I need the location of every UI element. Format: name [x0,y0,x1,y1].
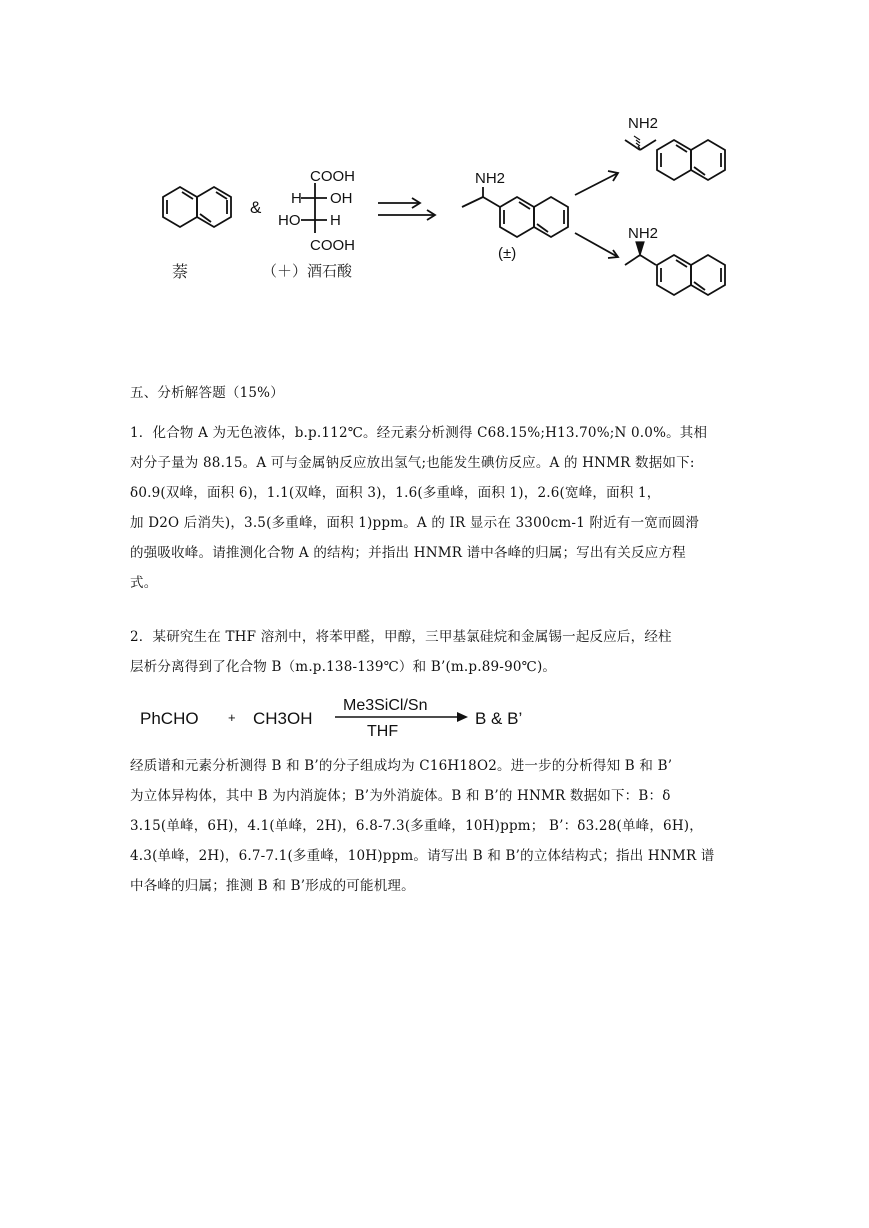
reagent-bottom: THF [367,723,399,740]
tartaric-acid-structure [301,183,327,233]
resolution-scheme-figure [150,105,750,315]
tartaric-row2-left: HO [278,212,301,229]
q2-line: 2．某研究生在 THF 溶剂中，将苯甲醛，甲醇，三甲基氯硅烷和金属锡一起反应后，经柱 [130,629,672,645]
section-heading [130,378,735,408]
q1-line: 的强吸收峰。请推测化合物 A 的结构；并指出 HNMR 谱中各峰的归属；写出有关反应方程 [130,545,686,561]
tartaric-top-group: COOH [310,168,355,185]
reaction-arrow-2 [575,173,618,195]
q2-line: 层析分离得到了化合物 B（m.p.138-139℃）和 B’(m.p.89-90℃)。 [130,659,557,675]
racemic-amine-structure [462,187,568,237]
tartaric-bottom-group: COOH [310,237,355,254]
reagent-top: Me3SiCl/Sn [343,697,428,714]
q2b-line: 中各峰的归属；推测 B 和 B’形成的可能机理。 [130,878,415,894]
q1-line: 加 D2O 后消失)，3.5(多重峰，面积 1)ppm。A 的 IR 显示在 3300cm-1 附近有一宽而圆滑 [130,515,700,531]
q2b-line: 为立体异构体，其中 B 为内消旋体；B’为外消旋体。B 和 B’的 HNMR 数据如下：B：δ [130,788,671,804]
tartaric-row1-left: H [291,190,302,207]
q1-line: 式。 [130,575,158,591]
naphthalene-label: 萘 [172,262,189,281]
reaction-arrowhead [457,712,468,722]
product-bottom-amine-label: NH2 [628,225,659,242]
reactant-methanol: CH3OH [253,709,313,728]
q2b-line: 3.15(单峰，6H)，4.1(单峰，2H)，6.8-7.3(多重峰，10H)ppm； B’：δ3.28(单峰，6H)， [130,818,703,834]
racemic-amine-label: NH2 [475,170,506,187]
q2b-line: 经质谱和元素分析测得 B 和 B’的分子组成均为 C16H18O2。进一步的分析得知 B 和 B’ [130,758,673,774]
product-top-amine-label: NH2 [628,115,659,132]
question-2 [130,622,735,682]
reaction-arrow-3 [575,233,618,257]
tartaric-label: （＋）酒石酸 [262,262,353,280]
tartaric-row1-right: OH [330,190,353,207]
q2b-line: 4.3(单峰，2H)，6.7-7.1(多重峰，10H)ppm。请写出 B 和 B’的立体结构式；指出 HNMR 谱 [130,848,715,864]
plus-sign: + [228,710,236,725]
racemic-label: (±) [498,245,517,262]
wedge-bond [636,242,644,255]
ampersand: & [250,198,262,217]
section-heading-text: 五、分析解答题（15%） [130,385,284,401]
q1-line: δ0.9(双峰，面积 6)，1.1(双峰，面积 3)，1.6(多重峰，面积 1)，2.6(宽峰，面积 1， [130,485,661,501]
naphthalene-structure [163,187,231,227]
reaction-arrow-1 [378,198,435,220]
tartaric-row2-right: H [330,212,341,229]
q1-line: 1．化合物 A 为无色液体，b.p.112℃。经元素分析测得 C68.15%;H13.70%;N 0.0%。其相 [130,425,708,441]
q1-line: 对分子量为 88.15。A 可与金属钠反应放出氢气;也能发生碘仿反应。A 的 HNMR 数据如下: [130,455,695,471]
reaction-product: B & B’ [475,709,523,728]
product-enantiomer-bottom-structure [625,255,725,295]
reaction-equation-figure [130,690,570,745]
question-1 [130,418,735,598]
reactant-benzaldehyde: PhCHO [140,709,199,728]
question-2-continued [130,751,735,901]
